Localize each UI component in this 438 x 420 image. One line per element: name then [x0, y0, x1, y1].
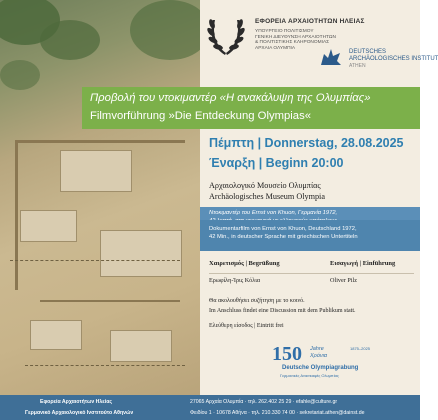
- dai-logo: [318, 45, 438, 75]
- ephoreia-title: ΕΦΟΡΕΙΑ ΑΡΧΑΙΟΤΗΤΩΝ ΗΛΕΙΑΣ: [255, 18, 365, 25]
- anniversary-subtitle: Γερμανικές Ανασκαφές Ολυμπίας: [280, 373, 339, 378]
- admission-note: Ελεύθερη είσοδος | Eintritt frei: [209, 323, 284, 329]
- title-banner: [82, 87, 420, 129]
- film-info-greek: Ντοκιμαντέρ του Ernst von Khuon, Γερμανία 1972,: [200, 207, 420, 247]
- footer-org2: Γερμανικό Αρχαιολογικό Ινστιτούτο Αθηνών: [25, 410, 134, 416]
- title-german: Filmvorführung »Die Entdeckung Olympias«: [90, 110, 312, 122]
- anniversary-title: Deutsche Olympiagrabung: [282, 365, 359, 371]
- greeting-person: Ερωφίλη-Ίρις Κόλια: [209, 277, 261, 284]
- intro-label: Εισαγωγή | Einführung: [330, 260, 396, 267]
- event-venue: Αρχαιολογικό Μουσείο Ολυμπίας Archäologisches Museum Olympia: [209, 181, 325, 201]
- laurel-wreath-icon: [205, 10, 247, 60]
- greeting-label: Χαιρετισμός | Begrüßung: [209, 260, 280, 267]
- footer-org2-contact: Φειδίου 1 · 10678 Αθήνα · τηλ. 210.330 74 00 · sekretariat.athen@dainst.de: [190, 410, 365, 416]
- anniversary-number: 150: [272, 343, 302, 365]
- film-info-german: Dokumentarfilm von Ernst von Khuon, Deutschland 1972, 42 Min., in deutscher Sprache mit griechischen Untertiteln: [200, 220, 420, 251]
- footer-org1-contact: 27065 Αρχαία Ολυμπία · τηλ. 262.402 25 29 · efahle@culture.gr: [190, 399, 338, 405]
- griffin-icon: [318, 45, 344, 71]
- footer-org1: Εφορεία Αρχαιοτήτων Ηλείας: [40, 399, 113, 405]
- dai-text: DEUTSCHES ARCHÄOLOGISCHES INSTITUT ATHEN: [349, 49, 438, 69]
- title-greek: Προβολή του ντοκιμαντέρ «Η ανακάλυψη της Ολυμπίας»: [90, 92, 371, 104]
- footer: [0, 395, 420, 420]
- event-date: Πέμπτη | Donnerstag, 28.08.2025: [209, 136, 404, 150]
- discussion-note: Θα ακολουθήσει συζήτηση με το κοινό. Im Anschluss findet eine Discussion mit dem Publikum statt.: [209, 298, 356, 314]
- anniversary-logo: 150 Jahre Χρόνια 1875–2025 Deutsche Olympiagrabung Γερμανικές Ανασκαφές Ολυμπίας: [272, 343, 371, 378]
- intro-person: Oliver Pilz: [330, 277, 357, 284]
- event-time: Έναρξη | Beginn 20:00: [209, 156, 344, 170]
- ephoreia-subtitle: ΥΠΟΥΡΓΕΙΟ ΠΟΛΙΤΙΣΜΟΥ ΓΕΝΙΚΗ ΔΙΕΥΘΥΝΣΗ ΑΡΧΑΙΟΤΗΤΩΝ & ΠΟΛΙΤΙΣΤΙΚΗΣ ΚΛΗΡΟΝΟΜΙΑΣ ΑΡΧΑΙΑ ΟΛΥΜΠΙΑ: [255, 29, 336, 51]
- divider: [209, 273, 414, 274]
- aerial-photo-olympia: [0, 0, 200, 395]
